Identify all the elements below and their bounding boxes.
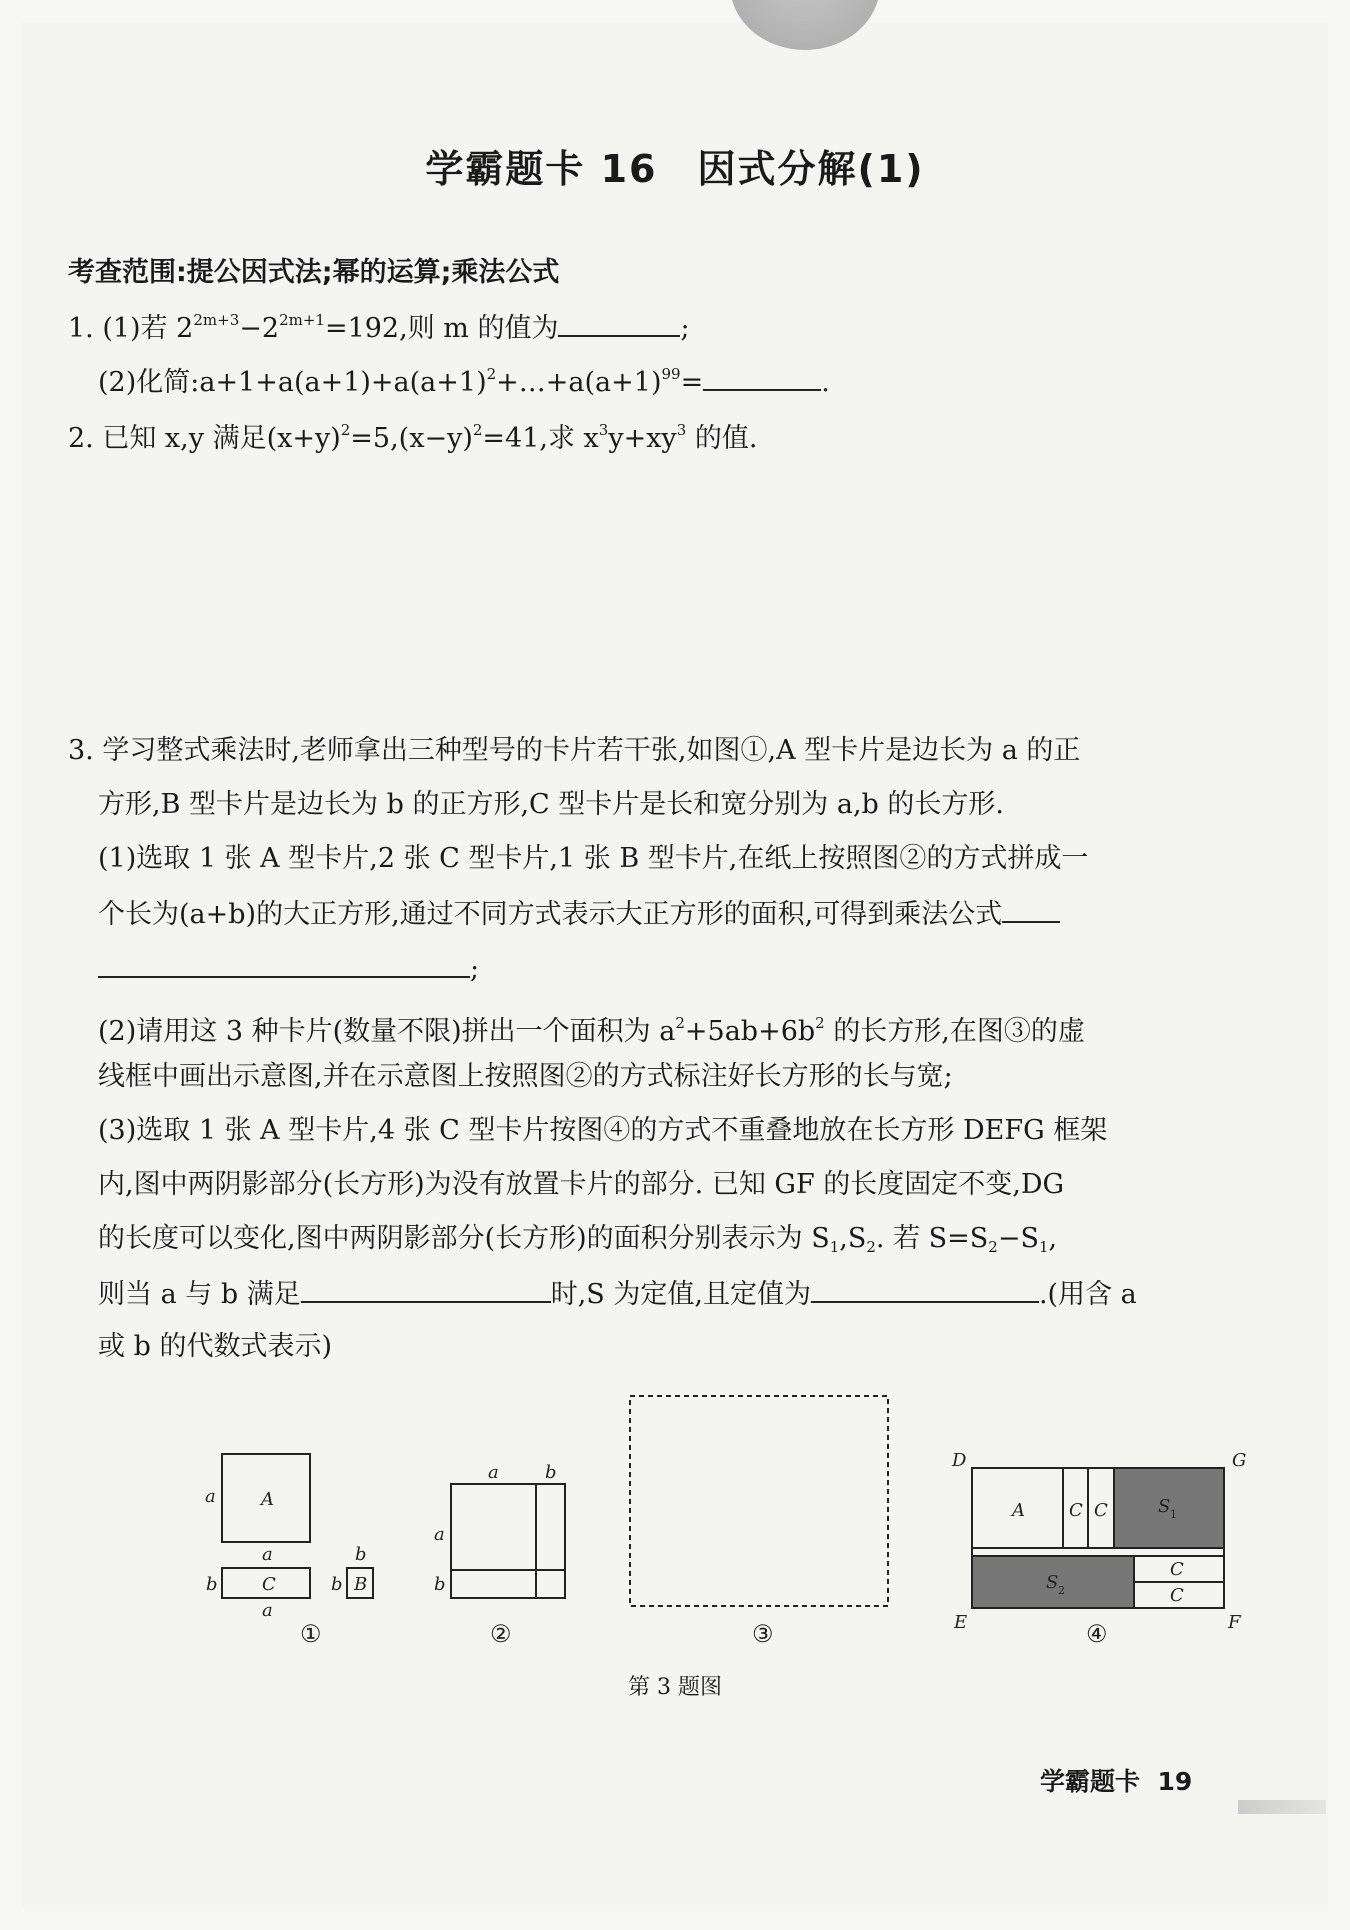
question-3-line-8: (3)选取 1 张 A 型卡片,4 张 C 型卡片按图④的方式不重叠地放在长方形 DEFG 框架 [98,1115,1108,1146]
fig1-label-a-left: a [205,1486,216,1507]
question-1-part-1: 1. (1)若 $2^{2m+3}-2^{2m+1}=192$,则 m 的值为 ; [68,311,690,344]
fig2-square [451,1484,565,1598]
fig4-label-G: G [1232,1450,1247,1471]
fig4-label-C2: C [1094,1500,1108,1521]
fig4-label-D: D [952,1450,967,1471]
question-3-line-12: 或 b 的代数式表示) [98,1331,332,1362]
fig1-number: ① [300,1620,322,1648]
question-3-line-6: (2)请用这 3 种卡片(数量不限)拼出一个面积为 $a^2+5ab+6b^2$ 的长方形,在图③的虚 [98,1014,1085,1047]
fig1-label-C: C [262,1574,276,1595]
page-footer: 学霸题卡 19 [1040,1767,1193,1796]
fig2-label-a-top: a [488,1462,499,1483]
fig4-label-S2: S [1046,1572,1059,1593]
fig4-label-A: A [1012,1500,1025,1521]
fig1-label-b-c: b [206,1574,218,1595]
footer-decoration [1238,1800,1326,1814]
fig2-number: ② [490,1620,512,1648]
fig4-number: ④ [1086,1620,1108,1648]
question-2: 2. 已知 x,y 满足$(x+y)^2=5,(x-y)^2=41$,求 $x^3y+xy^3$ 的值. [68,421,758,454]
fig2-label-a-left: a [434,1524,445,1545]
fig1-label-a-below: a [262,1544,273,1565]
fig4-label-C3: C [1170,1559,1184,1580]
question-3-line-5: ; [98,950,479,988]
question-3-line-1: 3. 学习整式乘法时,老师拿出三种型号的卡片若干张,如图①,A 型卡片是边长为 a 的正 [68,735,1081,766]
page-number: 19 [1157,1767,1193,1796]
fig1-label-B: B [354,1574,368,1595]
question-3-line-11: 则当 a 与 b 满足 时,S 为定值,且定值为 .(用含 a [98,1275,1137,1313]
exam-scope: 考查范围:提公因式法;幂的运算;乘法公式 [68,257,560,288]
question-1-part-2: (2)化简$:a+1+a(a+1)+a(a+1)^2+\dots+a(a+1)^{99}=$ . [98,365,830,398]
fig1-label-b-left: b [331,1574,343,1595]
question-3-line-4: 个长为(a+b)的大正方形,通过不同方式表示大正方形的面积,可得到乘法公式 [98,895,1060,933]
fig4-label-C4: C [1170,1585,1184,1606]
fig4-sub-2: 2 [1058,1584,1065,1597]
fig1-label-A: A [261,1489,274,1510]
fig4-label-E: E [954,1612,968,1633]
fig3-dashed-box [630,1396,888,1606]
figure-caption: 第 3 题图 [628,1675,722,1700]
fig4-label-F: F [1228,1612,1241,1633]
fig4-sub-1: 1 [1170,1508,1177,1521]
question-3-line-9: 内,图中两阴影部分(长方形)为没有放置卡片的部分. 已知 GF 的长度固定不变,DG [98,1169,1065,1200]
fig3-number: ③ [752,1620,774,1648]
page-title: 学霸题卡 16 因式分解(1) [425,147,925,191]
fig2-label-b-left: b [434,1574,446,1595]
fig1-label-b-top: b [355,1544,367,1565]
question-3-line-10: 的长度可以变化,图中两阴影部分(长方形)的面积分别表示为 $S_1,S_2$. 若 $S=S_2-S_1$, [98,1223,1058,1256]
question-3-line-2: 方形,B 型卡片是边长为 b 的正方形,C 型卡片是长和宽分别为 a,b 的长方形. [98,789,1004,820]
fig4-label-S1: S [1158,1496,1171,1517]
fig2-label-b-top: b [545,1462,557,1483]
fig4-frame [972,1468,1224,1608]
question-3-line-7: 线框中画出示意图,并在示意图上按照图②的方式标注好长方形的长与宽; [98,1061,953,1092]
question-3-line-3: (1)选取 1 张 A 型卡片,2 张 C 型卡片,1 张 B 型卡片,在纸上按照图②的方式拼成一 [98,843,1089,874]
fig4-label-C1: C [1069,1500,1083,1521]
fig1-label-a-c: a [262,1600,273,1621]
